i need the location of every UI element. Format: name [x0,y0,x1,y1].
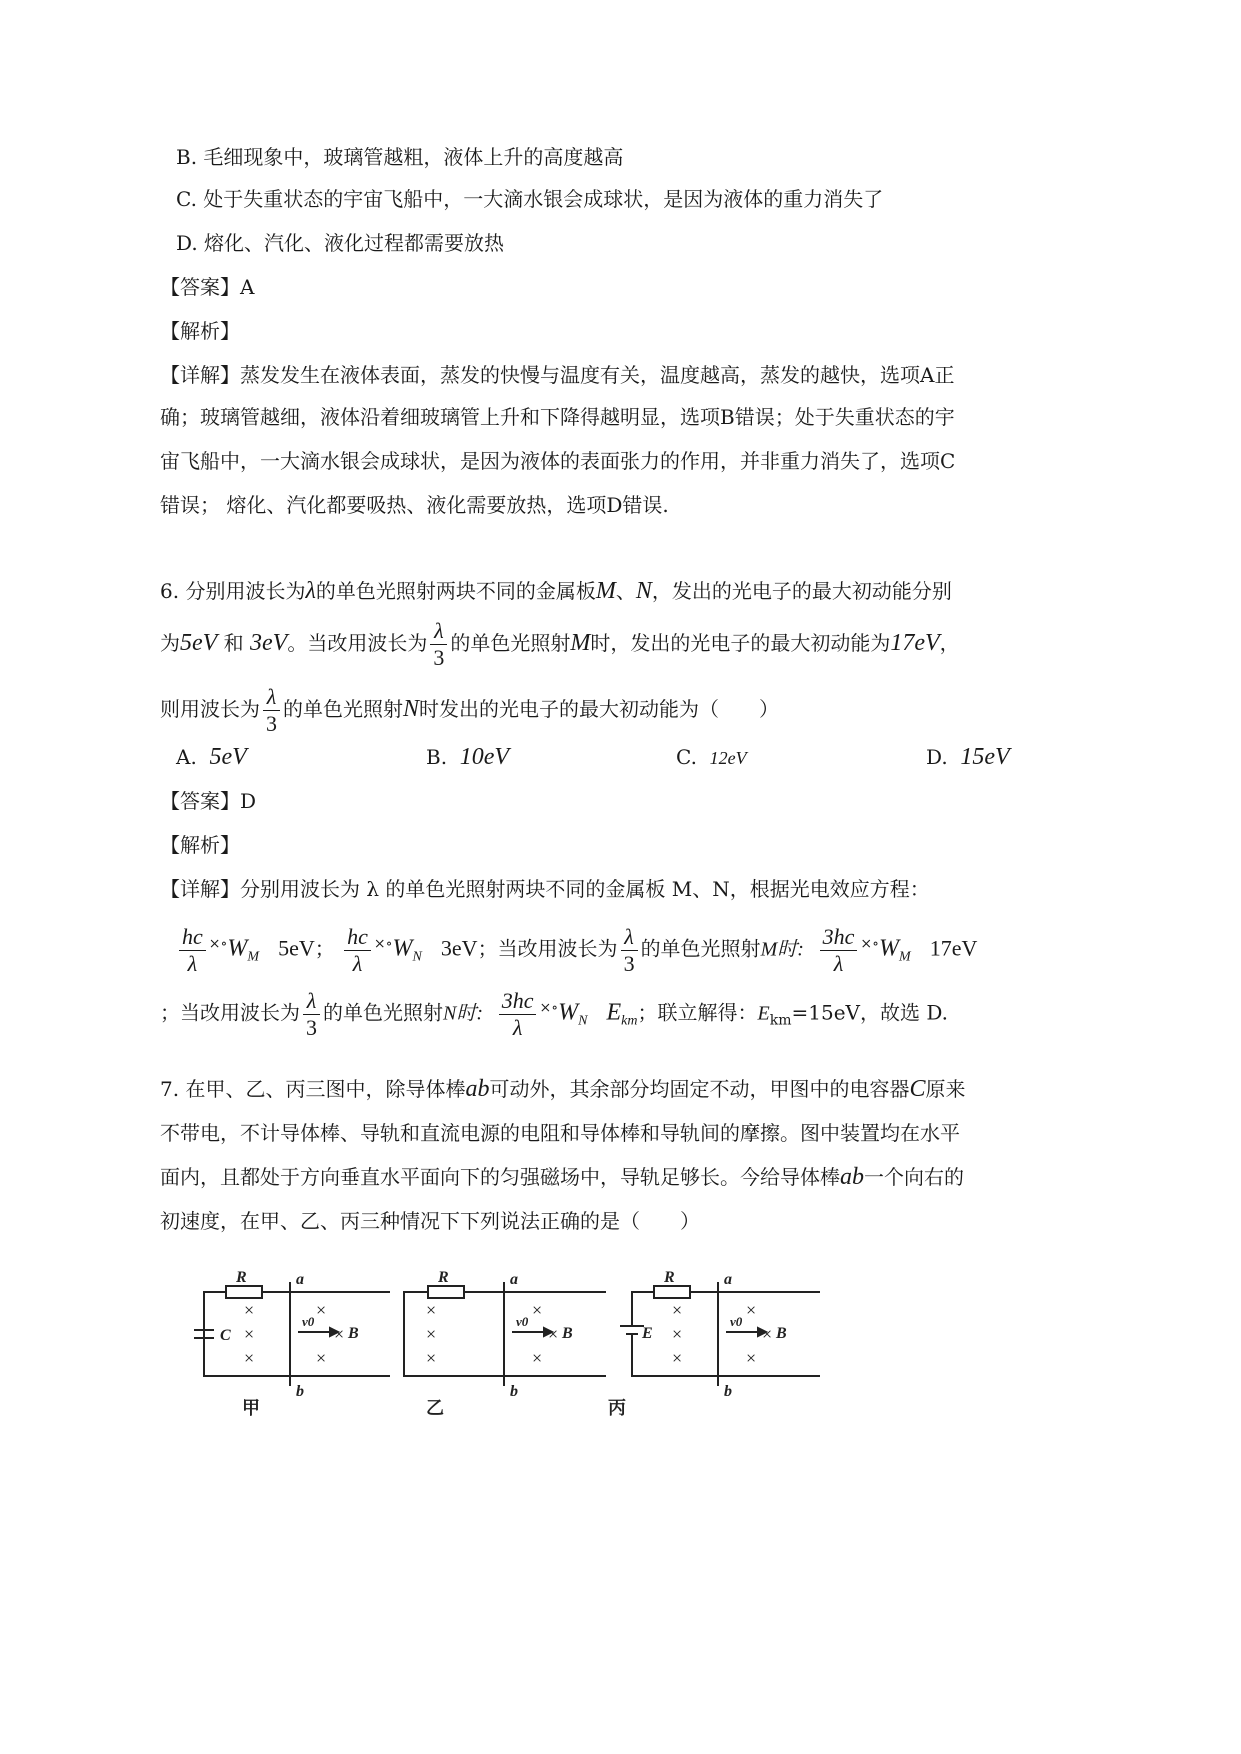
q6-option-d: D. 15eV [926,744,1010,770]
label-B: B [562,1325,573,1342]
q6-option-b: B. 10eV [426,744,510,770]
label-a: a [510,1271,518,1288]
q6-equation-line: $\frac{hc}{\lambda}$ $^{\times\circ}W_M$ 5eV； $\frac{hc}{\lambda}$ $^{\times\circ}W_N$ 3eV；当改用波长为 $\frac{\lambda}{3}$ 的单色光照射M时: $\frac{3hc}{\lambda}$ $^{\times\circ}W_M$ 17eV [176,916,977,986]
q5-option-c: C. 处于失重状态的宇宙飞船中，一大滴水银会成球状，是因为液体的重力消失了 [176,187,884,211]
q7-stem-line-3: 面内，且都处于方向垂直水平面向下的匀强磁场中，导轨足够长。今给导体棒ab一个向右的 [160,1164,964,1190]
q5-detail-line: 宙飞船中，一大滴水银会成球状，是因为液体的表面张力的作用，并非重力消失了，选项C [160,449,956,473]
q5-detail-line: 【详解】蒸发发生在液体表面，蒸发的快慢与温度有关，温度越高，蒸发的越快，选项A正 [160,363,955,387]
field-cross: × [334,1324,345,1344]
field-cross: × [672,1324,683,1344]
field-cross: × [426,1300,437,1320]
label-b: b [724,1383,732,1400]
label-E: E [642,1325,653,1342]
q6-equation-line: ；当改用波长为 $\frac{\lambda}{3}$ 的单色光照射N时: $\frac{3hc}{\lambda}$ $^{\times\circ}W_N$ $E_{km}$；联立解得：$E_{km}=15eV$，故选 D. [160,987,949,1040]
q6-stem-line-3: 则用波长为 $\frac{\lambda}{3}$ 的单色光照射N时发出的光电子的最大初动能为（ ） [160,684,780,736]
q6-answer: 【答案】D [160,789,257,813]
field-cross: × [316,1300,327,1320]
label-R: R [438,1269,449,1286]
label-v0: v0 [302,1314,315,1329]
field-cross: × [532,1300,543,1320]
field-cross: × [316,1348,327,1368]
field-cross: × [244,1348,255,1368]
label-bing: 丙 [608,1398,626,1418]
field-cross: × [426,1324,437,1344]
label-B: B [776,1325,787,1342]
q5-option-b: B. 毛细现象中，玻璃管越粗，液体上升的高度越高 [176,145,624,169]
label-v0: v0 [730,1314,743,1329]
label-yi: 乙 [426,1398,444,1418]
q5-answer: 【答案】A [160,275,255,299]
q7-stem-line-4: 初速度，在甲、乙、丙三种情况下下列说法正确的是（ ） [160,1209,700,1233]
field-cross: × [762,1324,773,1344]
label-R: R [236,1269,247,1286]
field-cross: × [672,1300,683,1320]
q6-option-a: A. 5eV [176,744,247,770]
label-b: b [296,1383,304,1400]
q5-detail-line: 错误； 熔化、汽化都要吸热、液化需要放热，选项D错误. [160,493,669,517]
label-R: R [664,1269,675,1286]
q6-analysis-heading: 【解析】 [160,833,240,857]
q6-detail-line-1: 【详解】分别用波长为 λ 的单色光照射两块不同的金属板 M、N，根据光电效应方程： [160,877,930,901]
q7-stem-line-2: 不带电，不计导体棒、导轨和直流电源的电阻和导体棒和导轨间的摩擦。图中装置均在水平 [160,1121,960,1145]
label-a: a [724,1271,732,1288]
label-C: C [220,1327,231,1344]
q5-analysis-heading: 【解析】 [160,319,240,343]
label-v0: v0 [516,1314,529,1329]
q5-option-d: D. 熔化、汽化、液化过程都需要放热 [176,231,505,255]
field-cross: × [548,1324,559,1344]
field-cross: × [672,1348,683,1368]
q6-stem-line-1: 6. 分别用波长为λ的单色光照射两块不同的金属板M、N，发出的光电子的最大初动能分别 [160,578,952,604]
q7-circuit-figure [180,1268,820,1418]
field-cross: × [244,1324,255,1344]
lambda-over-3: $\frac{\lambda}{3}$ [263,684,280,737]
field-cross: × [426,1348,437,1368]
q6-stem-line-2: 为5eV 和 3eV。当改用波长为 $\frac{\lambda}{3}$ 的单色光照射M时，发出的光电子的最大初动能为17eV， [160,618,960,670]
lambda-over-3: $\frac{\lambda}{3}$ [430,618,447,671]
label-jia: 甲 [242,1398,260,1418]
field-cross: × [532,1348,543,1368]
label-a: a [296,1271,304,1288]
q7-stem-line-1: 7. 在甲、乙、丙三图中，除导体棒ab可动外，其余部分均固定不动，甲图中的电容器C原来 [160,1076,966,1102]
field-cross: × [746,1348,757,1368]
q5-detail-line: 确；玻璃管越细，液体沿着细玻璃管上升和下降得越明显，选项B错误；处于失重状态的宇 [160,405,955,429]
field-cross: × [244,1300,255,1320]
q6-option-c: C. 12eV [676,745,747,769]
label-B: B [348,1325,359,1342]
field-cross: × [746,1300,757,1320]
label-b: b [510,1383,518,1400]
